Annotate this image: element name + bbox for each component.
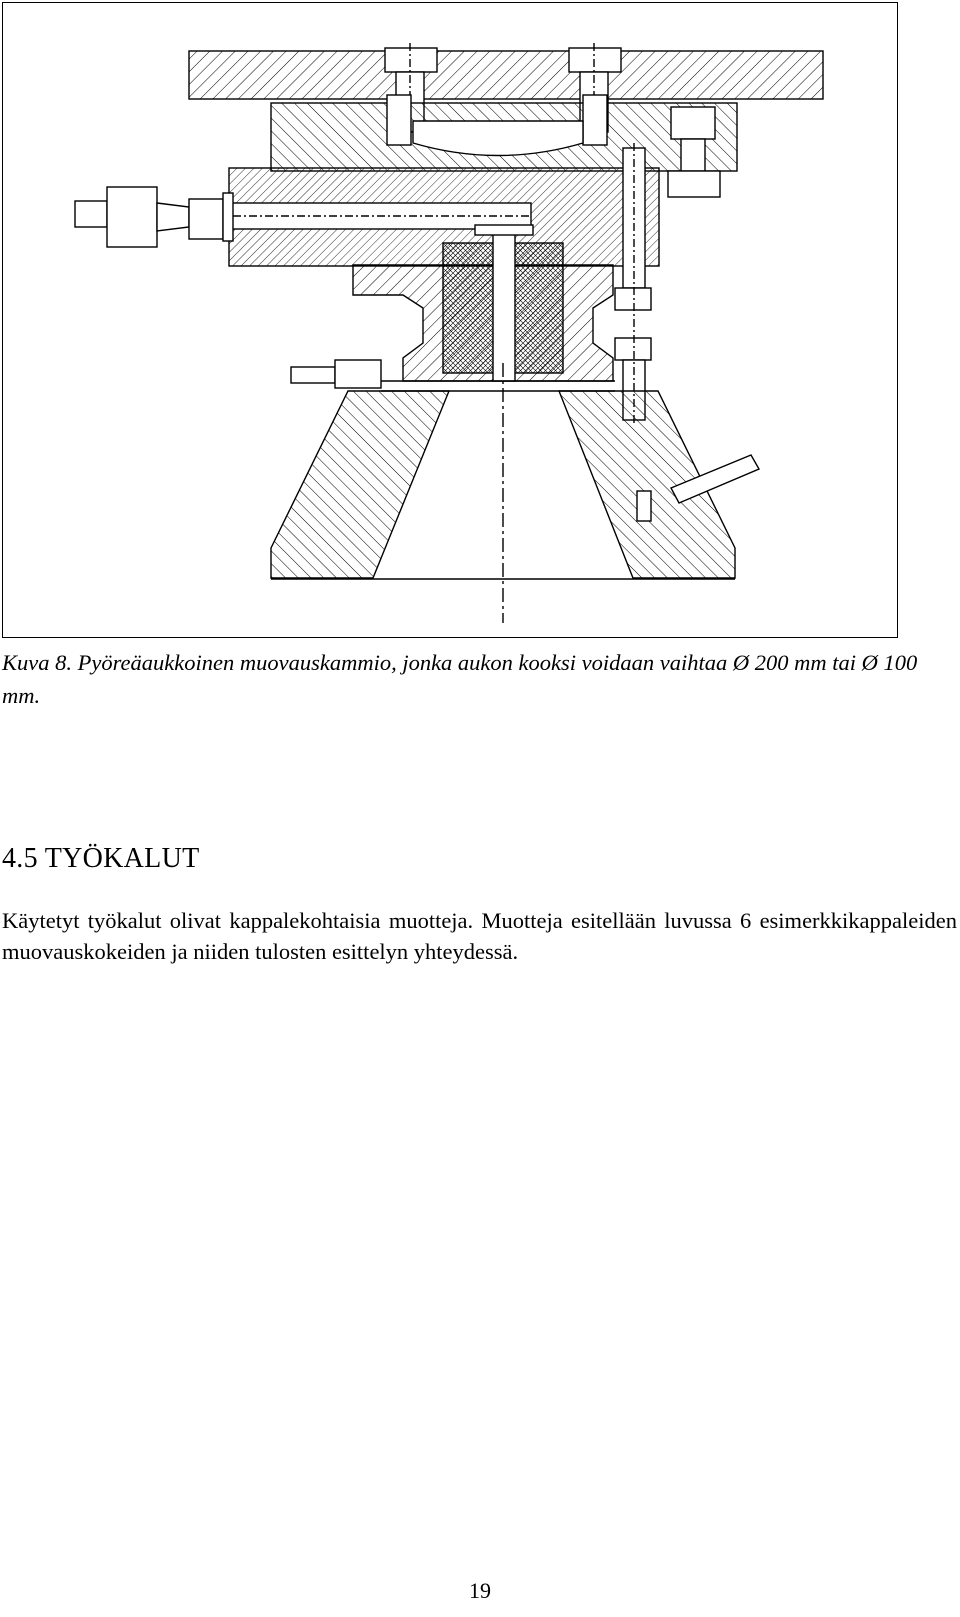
page-number: 19 (469, 1578, 491, 1603)
top-clamping-plate (189, 51, 823, 99)
section-body-text: Käytetyt työkalut olivat kappalekohtaisia muotteja. Muotteja esitellään luvussa 6 esimerkkikappaleiden muovauskokeiden ja niiden tulosten esittelyn yhteydessä. (2, 908, 957, 964)
figure-caption: Kuva 8. Pyöreäaukkoinen muovauskammio, jonka aukon kooksi voidaan vaihtaa Ø 200 mm tai Ø 100 mm. (2, 650, 918, 708)
side-nozzle-fitting (75, 187, 233, 247)
forming-chamber-cross-section-drawing (3, 3, 896, 636)
section-heading: 4.5 TYÖKALUT (2, 843, 200, 874)
figure-frame (2, 2, 898, 638)
lower-cone-body (271, 363, 735, 623)
